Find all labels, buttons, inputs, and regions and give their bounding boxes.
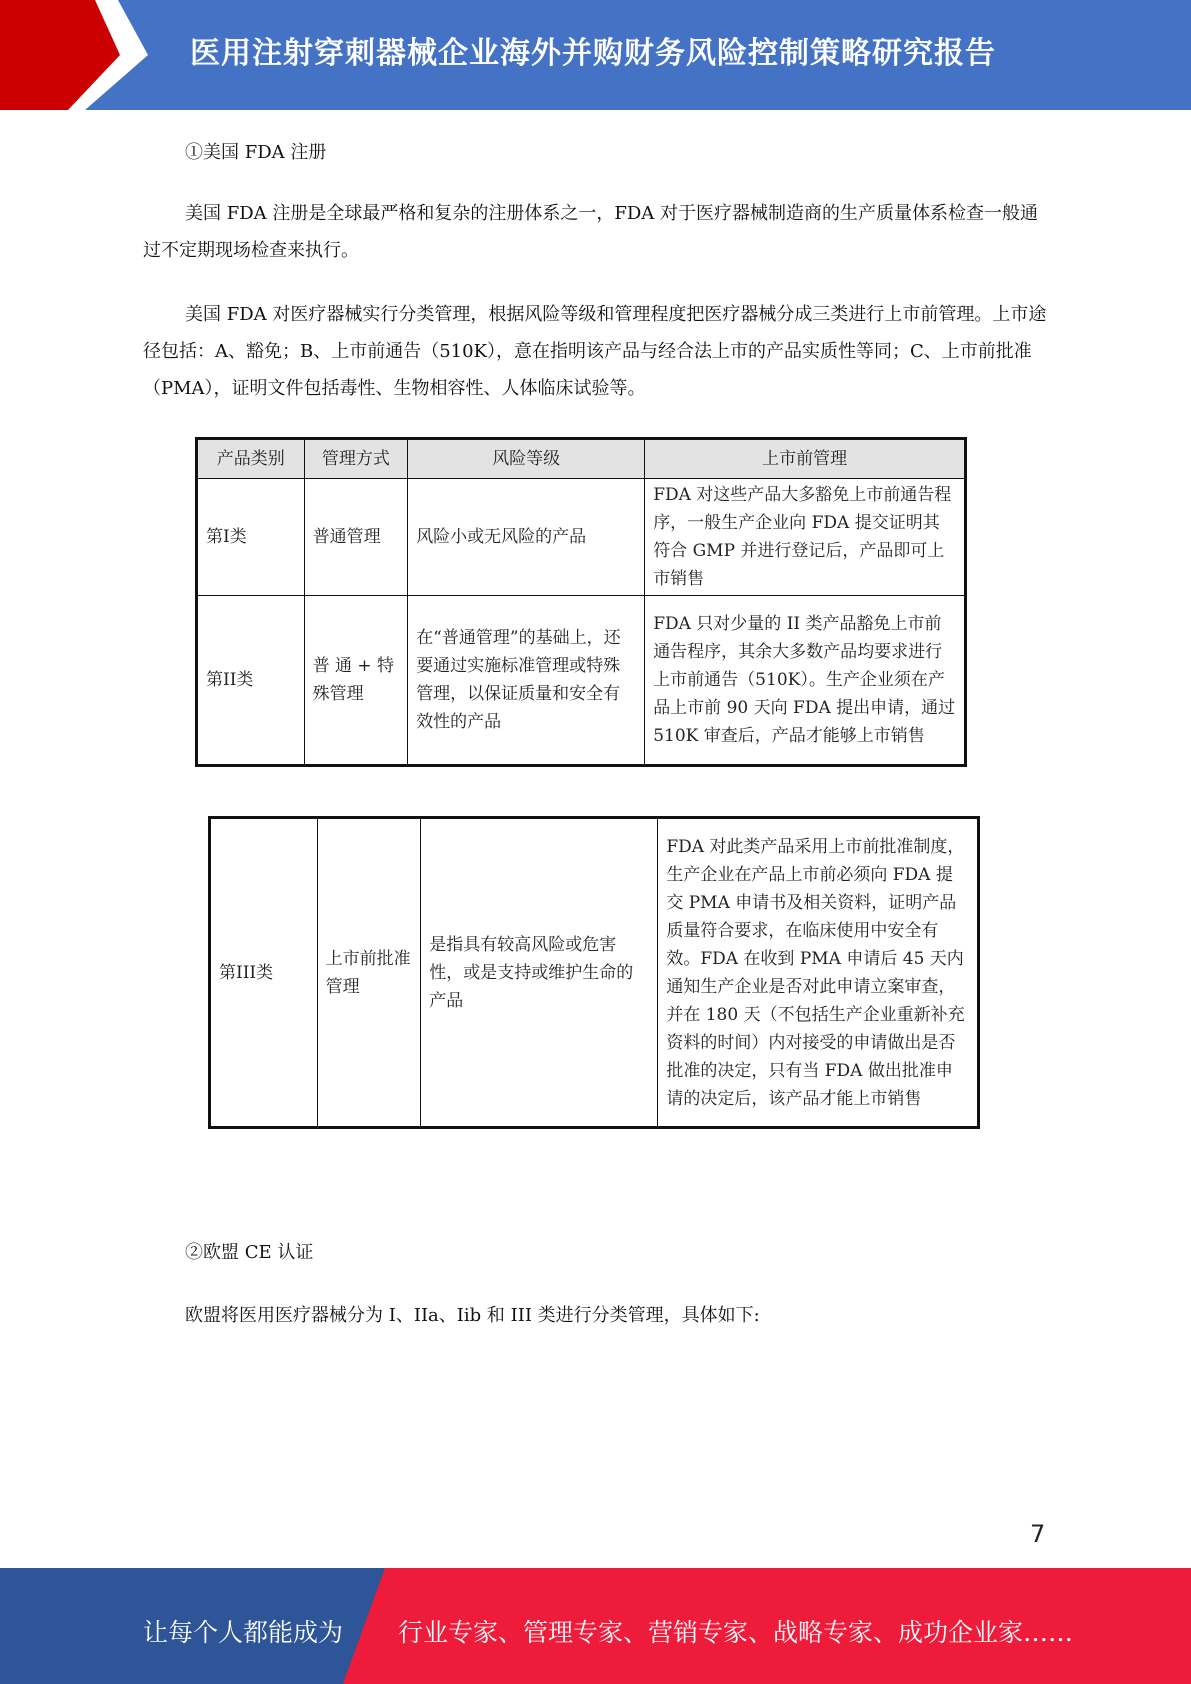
table-cell: FDA 对此类产品采用上市前批准制度，生产企业在产品上市前必须向 FDA 提交 PMA 申请书及相关资料，证明产品质量符合要求，在临床使用中安全有效。FDA 在收到 PMA 申请后 45 天内通知生产企业是否对此申请立案审查，并在 180 天（不包括生产企业重新补充资料的时间）内对接受的申请做出是否批准的决定，只有当 FDA 做出批准申请的决定后，该产品才能上市销售 [658,818,979,1128]
page-footer [0,1568,1191,1684]
footer-slogan-roles: 行业专家、管理专家、营销专家、战略专家、成功企业家…… [398,1618,1074,1647]
table-cell: 在“普通管理”的基础上，还要通过实施标准管理或特殊管理，以保证质量和安全有效性的产品 [408,596,645,766]
table-cell: FDA 只对少量的 II 类产品豁免上市前通告程序，其余大多数产品均要求进行上市前通告（510K）。生产企业须在产品上市前 90 天向 FDA 提出申请，通过 510K 审查后，产品才能够上市销售 [645,596,966,766]
table-cell: 普 通 + 特殊管理 [304,596,408,766]
table-cell: 风险小或无风险的产品 [408,479,645,596]
table-header-row [197,439,966,479]
paragraph-fda-intro: 美国 FDA 注册是全球最严格和复杂的注册体系之一，FDA 对于医疗器械制造商的生产质量体系检查一般通过不定期现场检查来执行。 [143,203,1039,261]
column-header: 上市前管理 [645,439,966,479]
table-cell: 第I类 [197,479,305,596]
table-cell: 是指具有较高风险或危害性，或是支持或维护生命的产品 [421,818,658,1128]
section-heading-fda: ①美国 FDA 注册 [185,142,327,163]
table-cell: 第III类 [210,818,318,1128]
table-cell: 普通管理 [304,479,408,596]
section-heading-ce: ②欧盟 CE 认证 [185,1242,314,1263]
report-title: 医用注射穿刺器械企业海外并购财务风险控制策略研究报告 [190,36,996,71]
table-row [197,479,966,596]
page-number: 7 [1030,1520,1046,1548]
column-header: 管理方式 [304,439,408,479]
table-cell: 第II类 [197,596,305,766]
footer-slogan-lead: 让每个人都能成为 [143,1618,344,1647]
fda-class-iii-table [208,816,980,1129]
table-cell: 上市前批准管理 [317,818,421,1128]
table-cell: FDA 对这些产品大多豁免上市前通告程序，一般生产企业向 FDA 提交证明其符合 GMP 并进行登记后，产品即可上市销售 [645,479,966,596]
page-header [0,0,1191,110]
column-header: 产品类别 [197,439,305,479]
fda-class-table [195,437,967,767]
paragraph-ce-classification: 欧盟将医用医疗器械分为 I、IIa、Iib 和 III 类进行分类管理，具体如下: [185,1305,760,1326]
table-row [210,818,979,1128]
paragraph-fda-classification: 美国 FDA 对医疗器械实行分类管理，根据风险等级和管理程度把医疗器械分成三类进行上市前管理。上市途径包括：A、豁免；B、上市前通告（510K），意在指明该产品与经合法上市的产品实质性等同；C、上市前批准（PMA），证明文件包括毒性、生物相容性、人体临床试验等。 [143,304,1047,399]
column-header: 风险等级 [408,439,645,479]
table-row [197,596,966,766]
